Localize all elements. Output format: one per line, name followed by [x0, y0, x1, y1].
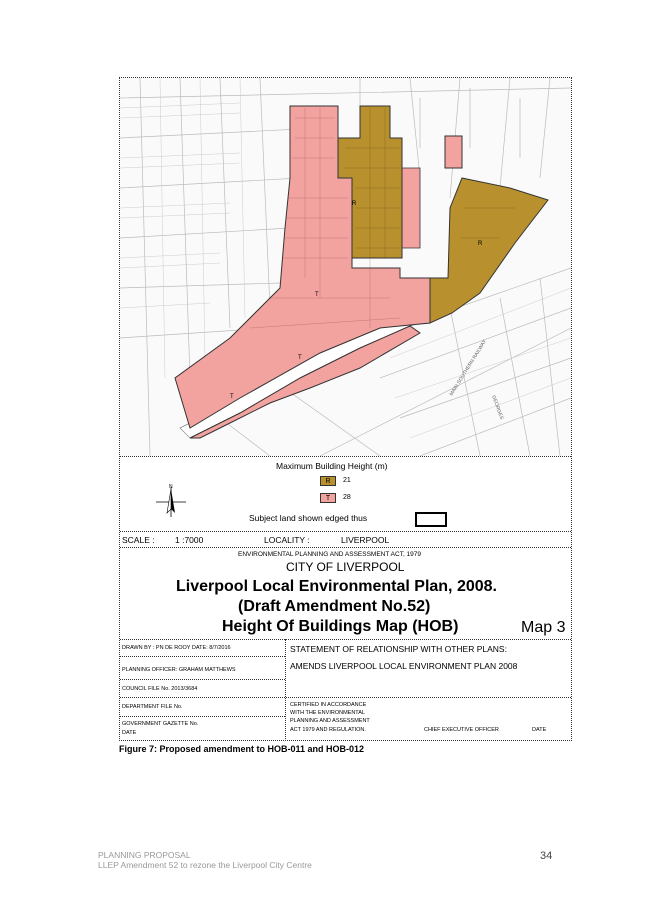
- subject-land-label: Subject land shown edged thus: [249, 513, 368, 523]
- statement-text: AMENDS LIVERPOOL LOCAL ENVIRONMENT PLAN 2008: [290, 661, 518, 671]
- road-label: GEORGES: [490, 394, 505, 421]
- zone-label: T: [298, 355, 302, 361]
- gazette-date: DATE: [122, 730, 137, 736]
- gazette: GOVERNMENT GAZETTE No.: [122, 721, 199, 727]
- zone-label: T: [230, 394, 234, 400]
- council-file: COUNCIL FILE No. 2013/3684: [122, 686, 198, 692]
- page-number: 34: [540, 850, 553, 862]
- zone-label: T: [315, 292, 319, 298]
- legend-swatch-t: T: [320, 493, 336, 503]
- legend-value: 21: [343, 477, 351, 484]
- legend-swatch-r: R: [320, 476, 336, 486]
- city-title: CITY OF LIVERPOOL: [286, 560, 405, 574]
- legend-title: Maximum Building Height (m): [276, 461, 388, 471]
- divider: [120, 639, 571, 640]
- divider: [120, 456, 571, 457]
- amendment-title: (Draft Amendment No.52): [238, 598, 431, 615]
- ceo-label: CHIEF EXECUTIVE OFFICER: [424, 727, 499, 733]
- svg-text:N: N: [169, 484, 173, 490]
- department-file: DEPARTMENT FILE No.: [122, 704, 183, 710]
- ceo-date: DATE: [532, 727, 547, 733]
- certified-text: CERTIFIED IN ACCORDANCE: [290, 702, 367, 708]
- locality-value: LIVERPOOL: [341, 535, 390, 545]
- zone-T-east[interactable]: [445, 136, 462, 168]
- map-area[interactable]: [120, 78, 571, 456]
- certified-text: PLANNING AND ASSESSMENT: [290, 718, 370, 724]
- road-label: MAIN SOUTHERN RAILWAY: [448, 338, 489, 398]
- statement-heading: STATEMENT OF RELATIONSHIP WITH OTHER PLANS:: [290, 644, 507, 654]
- locality-label: LOCALITY :: [264, 535, 310, 545]
- divider: [120, 531, 571, 532]
- map-title: Height Of Buildings Map (HOB): [222, 618, 459, 635]
- drawn-by: DRAWN BY : PN DE ROOY DATE: 8/7/2016: [122, 645, 231, 651]
- footer-title: PLANNING PROPOSAL: [98, 850, 191, 860]
- cadastral-map: [120, 78, 571, 456]
- divider: [120, 547, 571, 548]
- plan-title: Liverpool Local Environmental Plan, 2008.: [176, 578, 497, 595]
- subject-land-swatch: [415, 512, 447, 527]
- zone-label: R: [352, 201, 357, 207]
- scale-label: SCALE :: [122, 535, 155, 545]
- legend-value: 28: [343, 494, 351, 501]
- map-number: Map 3: [521, 619, 566, 636]
- certified-text: ACT 1979 AND REGULATION.: [290, 727, 366, 733]
- figure-caption: Figure 7: Proposed amendment to HOB-011 and HOB-012: [119, 744, 365, 754]
- scale-value: 1 :7000: [175, 535, 204, 545]
- zone-label: R: [478, 241, 483, 247]
- north-arrow-icon: [154, 483, 188, 519]
- planning-officer: PLANNING OFFICER: GRAHAM MATTHEWS: [122, 667, 236, 673]
- zone-R-east[interactable]: [430, 178, 548, 323]
- act-title: ENVIRONMENTAL PLANNING AND ASSESSMENT ACT, 1979: [238, 551, 422, 558]
- footer-subtitle: LLEP Amendment 52 to rezone the Liverpool City Centre: [98, 860, 312, 870]
- certified-text: WITH THE ENVIRONMENTAL: [290, 710, 365, 716]
